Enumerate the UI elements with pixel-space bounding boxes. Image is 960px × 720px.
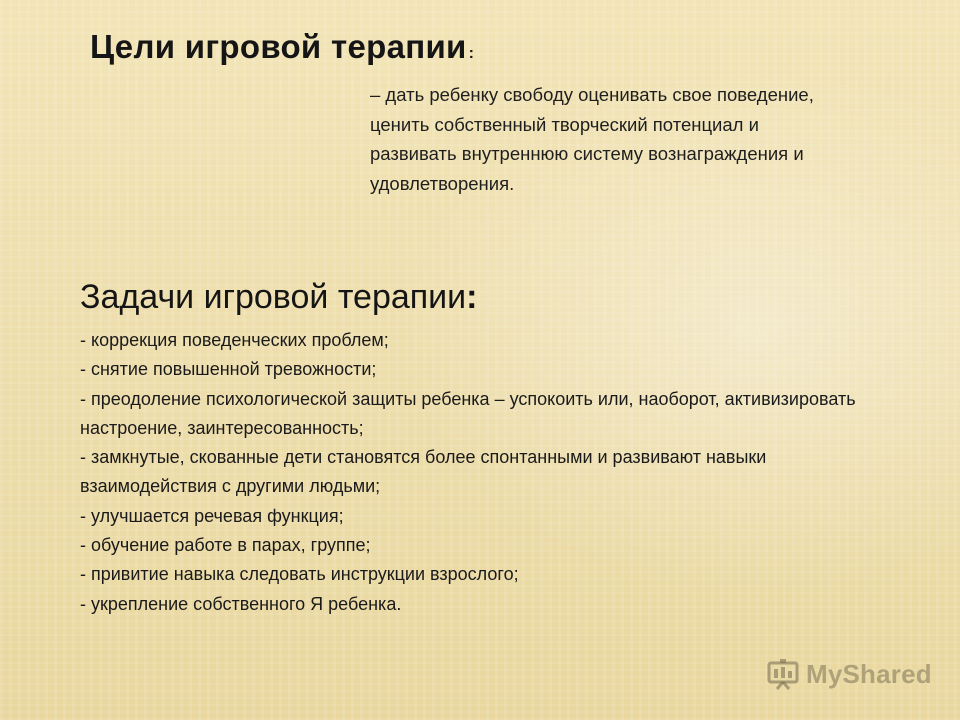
task-item: - коррекция поведенческих проблем; [80, 330, 389, 350]
task-item: - замкнутые, скованные дети становятся более спонтанными и развивают навыки взаимодействия с другими людьми; [80, 447, 767, 497]
task-item: - обучение работе в парах, группе; [80, 535, 371, 556]
watermark [766, 656, 932, 692]
tasks-title-colon: : [466, 278, 478, 316]
task-item: - преодоление психологической защиты ребенка – успокоить или, наоборот, активизировать настроение, заинтересованность; [80, 388, 856, 438]
goals-title-colon: : [468, 45, 475, 62]
task-item: - снятие повышенной тревожности; [80, 359, 377, 380]
tasks-list [80, 326, 900, 619]
presentation-board-icon [766, 657, 800, 691]
watermark-text: MyShared [806, 658, 932, 689]
tasks-title-text: Задачи игровой терапии [80, 278, 467, 316]
goals-title [90, 28, 474, 66]
task-item: - улучшается речевая функция; [80, 505, 344, 526]
goals-title-text: Цели игровой терапии [90, 28, 467, 65]
task-item: - укрепление собственного Я ребенка. [80, 593, 402, 614]
task-item: - привитие навыка следовать инструкции взрослого; [80, 564, 519, 585]
goals-text: – дать ребенку свободу оценивать свое поведение, ценить собственный творческий потенциал и развивать внутреннюю систему вознаграждения и удовлетворения. [370, 84, 814, 194]
tasks-title [80, 278, 477, 317]
